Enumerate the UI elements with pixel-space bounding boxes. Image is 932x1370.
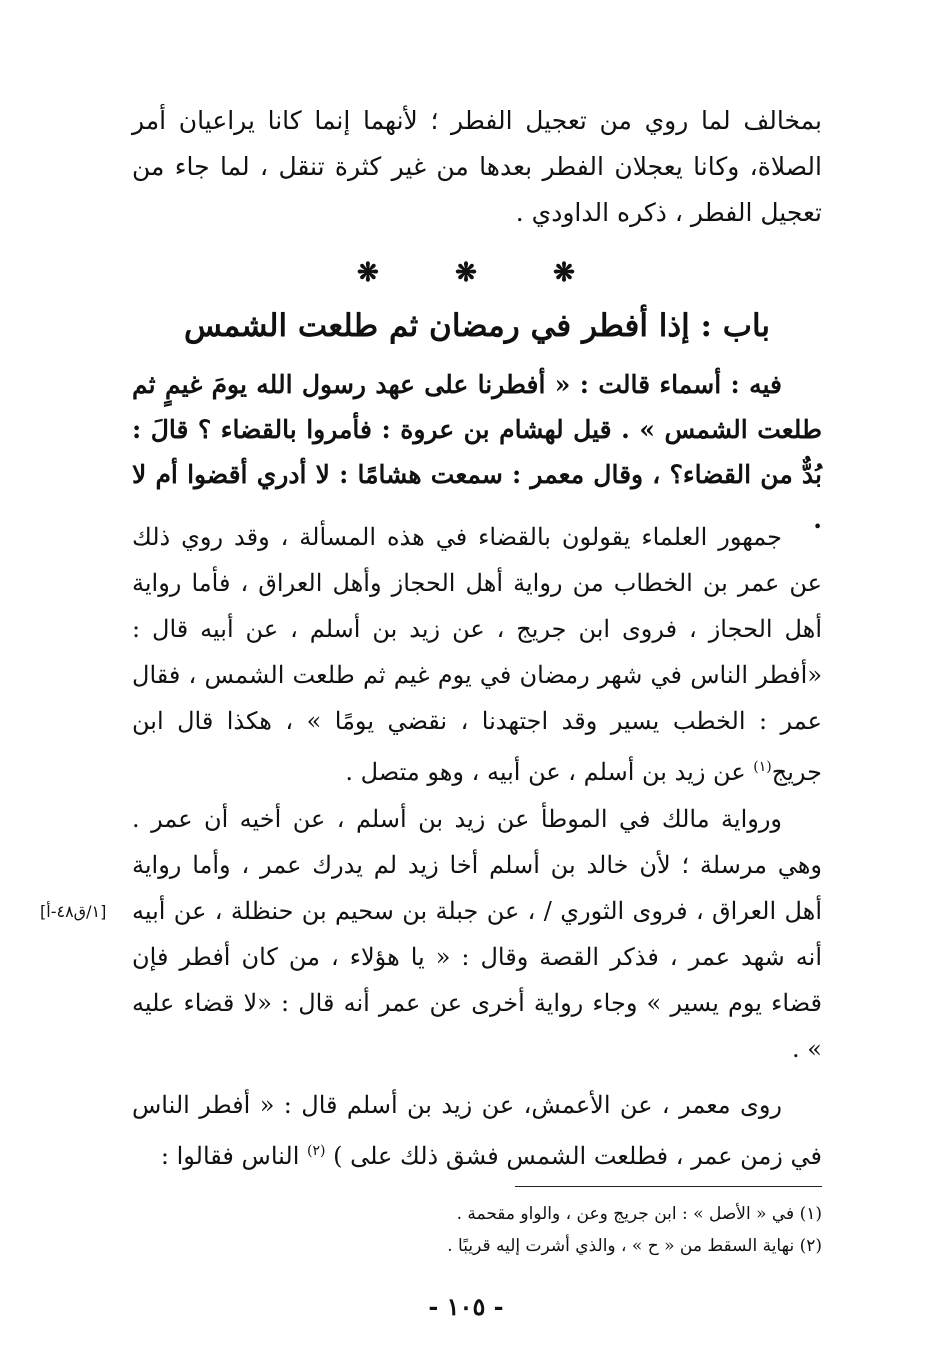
footnote-divider (515, 1186, 822, 1187)
chapter-heading: باب : إذا أفطر في رمضان ثم طلعت الشمس (183, 308, 771, 344)
footnote-ref-1: (١) (753, 759, 772, 775)
intro-paragraph: بمخالف لما روي من تعجيل الفطر ؛ لأنهما إنما كانا يراعيان أمر الصلاة، وكانا يعجلان الفطر بعدها من غير كثرة تنقل ، لما جاء من تعجيل الفطر ، ذكره الداودي . (132, 106, 822, 227)
star-icon: ❋ (553, 258, 575, 288)
star-icon: ❋ (455, 258, 477, 288)
commentary-paragraph-3 (132, 1082, 822, 1179)
paragraph-text: عن زيد بن أسلم ، عن أبيه ، وهو متصل . (345, 758, 754, 786)
star-icon: ❋ (357, 258, 379, 288)
hadith-paragraph: فيه : أسماء قالت : « أفطرنا على عهد رسول الله يومَ غيمٍ ثم طلعت الشمس » . قيل لهشام بن عروة : فأمروا بالقضاء ؟ قالَ : بُدٌّ من القضاء؟ ، وقال معمر : سمعت هشامًا : لا أدري أقضوا أم لا . (132, 370, 822, 534)
paragraph-text: جمهور العلماء يقولون بالقضاء في هذه المسألة ، وقد روي ذلك عن عمر بن الخطاب من رواية أهل الحجاز وأهل العراق ، فأما رواية أهل الحجاز ، فروى ابن جريج ، عن زيد بن أسلم ، عن أبيه قال : «أفطر الناس في شهر رمضان في يوم غيم ثم طلعت الشمس ، فقال عمر : الخطب يسير وقد اجتهدنا ، نقضي يومًا » ، هكذا قال ابن جريج (132, 523, 822, 786)
section-divider (0, 258, 932, 288)
manuscript-folio-note: [١/ق٤٨-أ] (40, 902, 107, 921)
paragraph-text: روى معمر ، عن الأعمش، عن زيد بن أسلم قال : « أفطر الناس في زمن عمر ، فطلعت الشمس فشق ذلك على ) (132, 1091, 822, 1170)
footnote-ref-2: (٢) (306, 1143, 326, 1159)
page-number: - ١٠٥ - (428, 1292, 504, 1321)
paragraph-text: الناس فقالوا : (160, 1142, 307, 1170)
footnote-1: (١) في « الأصل » : ابن جريج وعن ، والواو مقحمة . (456, 1204, 822, 1224)
footnote-2: (٢) نهاية السقط من « ح » ، والذي أشرت إليه قريبًا . (447, 1236, 822, 1256)
commentary-paragraph-1 (132, 514, 822, 795)
commentary-paragraph-2: ورواية مالك في الموطأ عن زيد بن أسلم ، عن أخيه أن عمر . وهي مرسلة ؛ لأن خالد بن أسلم أخا زيد لم يدرك عمر ، وأما رواية أهل العراق ، فروى الثوري / ، عن جبلة بن سحيم بن حنظلة ، عن أبيه أنه شهد عمر ، فذكر القصة وقال : « يا هؤلاء ، من كان أفطر فإن قضاء يوم يسير » وجاء رواية أخرى عن عمر أنه قال : «لا قضاء عليه » . (132, 805, 822, 1063)
